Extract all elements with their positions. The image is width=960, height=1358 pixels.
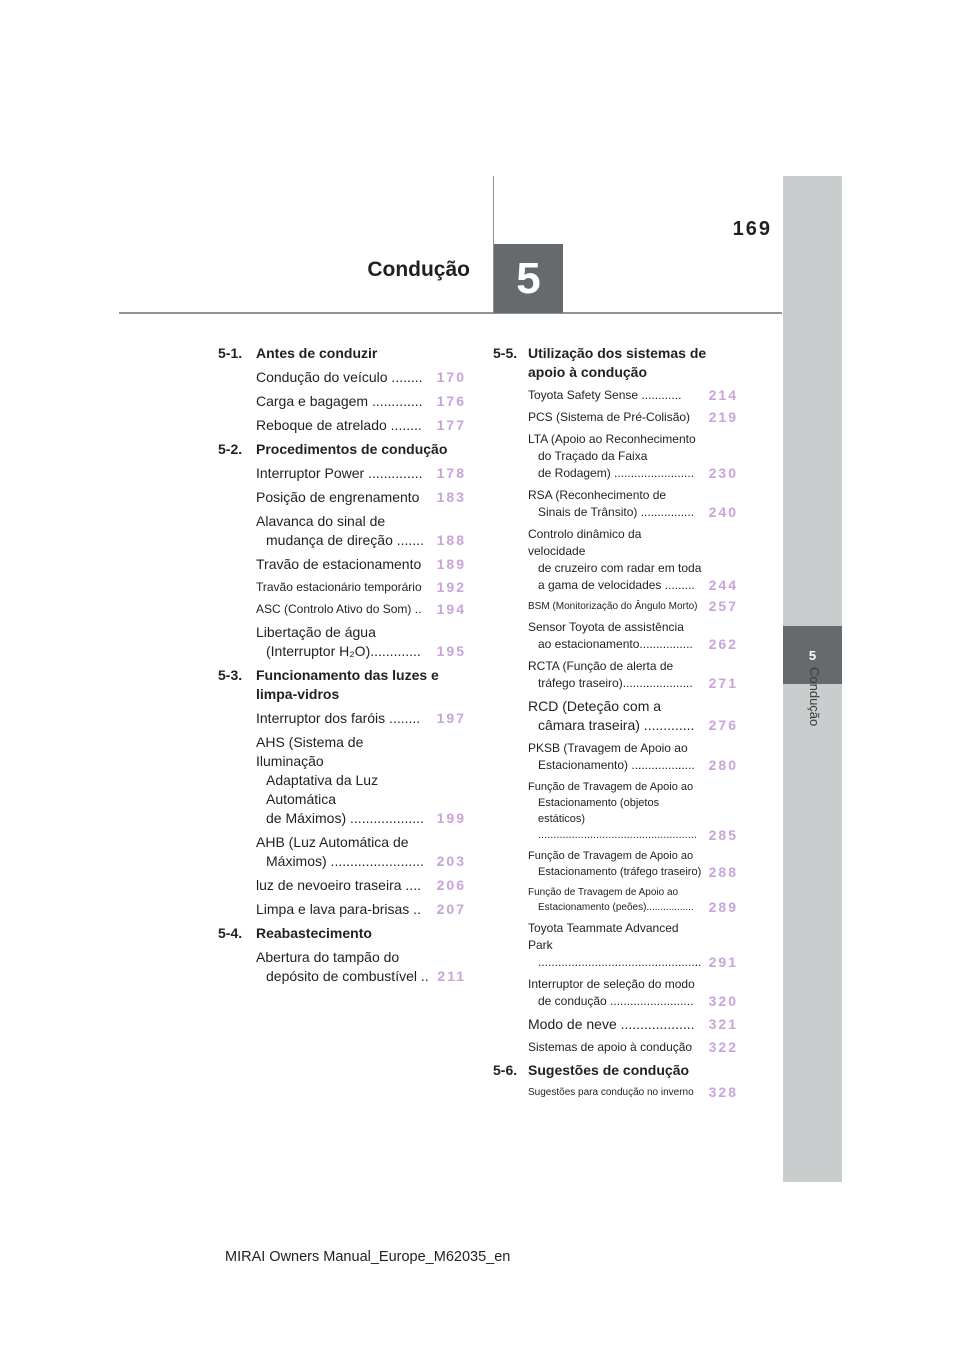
toc-page-link[interactable]: 271 [708,675,738,691]
toc-page-link[interactable]: 194 [436,601,466,617]
toc-page-link[interactable]: 320 [708,993,738,1009]
toc-entry-text: RSA (Reconhecimento de [528,488,667,502]
toc-entry[interactable] [256,579,466,596]
toc-page-link[interactable]: 178 [436,465,466,481]
page-number: 169 [732,218,772,240]
section-title: Sugestões de condução [528,1062,690,1078]
toc-entry-text: Alavanca do sinal de [256,513,386,529]
toc-page-link[interactable]: 240 [708,504,738,520]
toc-entry[interactable] [256,512,466,550]
toc-entry-text: Abertura do tampão do [256,949,400,965]
toc-entry-text: Função de Travagem de Apoio ao [528,887,679,898]
toc-page-link[interactable]: 257 [708,598,738,614]
toc-entry-text: Interruptor dos faróis ........ [256,710,421,726]
footer-manual-id: MIRAI Owners Manual_Europe_M62035_en [225,1249,511,1265]
toc-entry[interactable] [256,601,466,618]
toc-entry-text: Sinais de Trânsito) ................ [538,505,695,519]
toc-page-link[interactable]: 276 [708,717,738,733]
toc-entry-text: Função de Travagem de Apoio ao [528,850,694,862]
toc-entry[interactable] [256,948,466,986]
section-number: 5-2. [218,441,243,457]
toc-entry[interactable] [256,555,466,574]
toc-entry-text: mudança de direção ....... [266,532,424,548]
section-number: 5-5. [493,345,518,361]
toc-section-heading [218,440,466,459]
toc-page-link[interactable]: 199 [436,810,466,826]
toc-entry[interactable] [528,487,738,521]
toc-page-link[interactable]: 321 [708,1016,738,1032]
toc-entry-text: Modo de neve ................... [528,1016,695,1032]
toc-page-link[interactable]: 289 [708,899,738,915]
toc-entry-text: de Rodagem) ........................ [538,466,695,480]
section-number: 5-6. [493,1062,518,1078]
toc-entry-text: Controlo dinâmico da velocidade [528,527,642,558]
toc-entry[interactable] [528,779,738,843]
section-number: 5-4. [218,925,243,941]
section-title: Antes de conduzir [256,345,378,361]
toc-entry-text: Função de Travagem de Apoio ao [528,781,694,793]
section-title: Reabastecimento [256,925,372,941]
chapter-title: Condução [367,258,470,281]
toc-page-link[interactable]: 322 [708,1039,738,1055]
toc-entry-text: a gama de velocidades ......... [538,578,695,592]
toc-entry-text: AHB (Luz Automática de [256,834,409,850]
toc-entry-text: (Interruptor H₂O)............. [266,643,421,659]
toc-entry-text: tráfego traseiro)..................... [538,676,693,690]
sidebar-chapter-label: Condução [807,667,822,727]
toc-section-heading [218,666,466,704]
toc-entry-text: Sugestões para condução no inverno [528,1087,694,1098]
toc-page-link[interactable]: 203 [436,853,466,869]
toc-page-link[interactable]: 176 [436,393,466,409]
section-title: Funcionamento das luzes e limpa-vidros [256,667,439,702]
toc-entry[interactable] [256,733,466,828]
toc-entry[interactable] [528,658,738,692]
toc-entry-text: Carga e bagagem ............. [256,393,423,409]
toc-entry-text: Posição de engrenamento [256,489,420,505]
toc-entry[interactable] [256,368,466,387]
toc-entry[interactable] [528,697,738,735]
toc-entry-text: ................................................. [538,955,702,969]
toc-entry[interactable] [528,848,738,880]
toc-entry-text: Sensor Toyota de assistência [528,620,684,634]
toc-entry-text: ao estacionamento................ [538,637,693,651]
toc-entry-text: Condução do veículo ........ [256,369,423,385]
toc-entry-text: Travão estacionário temporário [256,580,422,594]
toc-entry-text: Adaptativa da Luz Automática [266,772,379,807]
toc-page-link[interactable]: 291 [708,954,738,970]
toc-entry[interactable] [256,709,466,728]
toc-page-link[interactable]: 288 [708,864,738,880]
toc-page-link[interactable]: 230 [708,465,738,481]
toc-entry-text: BSM (Monitorização do Ângulo Morto) [528,601,698,612]
toc-entry-text: de cruzeiro com radar em toda [538,561,702,575]
toc-entry-text: Reboque de atrelado ........ [256,417,422,433]
toc-page-link[interactable]: 197 [436,710,466,726]
toc-entry[interactable] [528,740,738,774]
toc-page-link[interactable]: 192 [436,579,466,595]
toc-entry[interactable] [256,392,466,411]
toc-entry[interactable] [528,1015,738,1034]
toc-entry[interactable] [528,619,738,653]
toc-entry-text: do Traçado da Faixa [538,449,648,463]
toc-section-heading [218,344,466,363]
toc-page-link[interactable]: 328 [708,1084,738,1100]
toc-entry-text: Toyota Teammate Advanced Park [528,921,679,952]
toc-entry[interactable] [528,431,738,482]
toc-page-link[interactable]: 206 [436,877,466,893]
toc-page-link[interactable]: 211 [437,968,466,984]
header-horizontal-rule [119,312,782,314]
toc-entry-text: Limpa e lava para-brisas .. [256,901,421,917]
toc-entry[interactable] [256,876,466,895]
toc-page-link[interactable]: 195 [436,643,466,659]
toc-entry[interactable] [528,387,738,404]
toc-entry-text: Libertação de água [256,624,376,640]
toc-entry[interactable] [256,900,466,919]
toc-entry-text: Máximos) ........................ [266,853,424,869]
toc-section-heading [493,1061,738,1080]
toc-page-link[interactable]: 219 [708,409,738,425]
toc-entry[interactable] [528,599,738,614]
toc-page-link[interactable]: 170 [436,369,466,385]
toc-page-link[interactable]: 189 [436,556,466,572]
toc-entry[interactable] [528,526,738,594]
toc-page-link[interactable]: 262 [708,636,738,652]
toc-entry-text: depósito de combustível .. [266,968,429,984]
toc-entry[interactable] [528,885,738,915]
section-number: 5-3. [218,667,243,683]
section-title: Procedimentos de condução [256,441,448,457]
toc-entry-text: .................................................... [538,829,697,841]
toc-entry-text: RCTA (Função de alerta de [528,659,674,673]
toc-entry-text: Interruptor de seleção do modo [528,977,695,991]
sidebar-chapter-number[interactable]: 5 [783,626,842,684]
toc-entry-text: de condução ......................... [538,994,694,1008]
section-number: 5-1. [218,345,243,361]
toc-entry-text: Sistemas de apoio à condução [528,1040,693,1054]
toc-entry[interactable] [256,623,466,661]
toc-entry-text: luz de nevoeiro traseira .... [256,877,421,893]
toc-section-heading [218,924,466,943]
toc-entry-text: Travão de estacionamento [256,556,422,572]
toc-left-column [218,344,466,991]
toc-entry-text: Toyota Safety Sense ............ [528,388,682,402]
toc-entry[interactable] [256,488,466,507]
toc-entry-text: de Máximos) ................... [266,810,424,826]
toc-entry[interactable] [256,464,466,483]
toc-entry-text: PCS (Sistema de Pré-Colisão) [528,410,691,424]
toc-entry[interactable] [528,1039,738,1056]
toc-page-link[interactable]: 177 [436,417,466,433]
toc-entry-text: PKSB (Travagem de Apoio ao [528,741,688,755]
toc-entry-text: AHS (Sistema de Iluminação [256,734,364,769]
section-title: Utilização dos sistemas de apoio à condução [528,345,707,380]
toc-entry[interactable] [528,409,738,426]
toc-entry[interactable] [256,833,466,871]
toc-entry-text: ASC (Controlo Ativo do Som) .. [256,602,422,616]
toc-page-link[interactable]: 280 [708,757,738,773]
toc-page-link[interactable]: 244 [708,577,738,593]
toc-entry[interactable] [528,920,738,971]
toc-entry[interactable] [528,1085,738,1100]
toc-page-link[interactable]: 207 [436,901,466,917]
toc-entry-text: câmara traseira) ............. [538,717,695,733]
toc-page-link[interactable]: 188 [436,532,466,548]
toc-entry-text: Estacionamento (objetos estáticos) [538,797,660,825]
toc-entry-text: Interruptor Power .............. [256,465,423,481]
toc-page-link[interactable]: 214 [708,387,738,403]
toc-entry-text: Estacionamento (tráfego traseiro) [538,866,702,878]
toc-section-heading [493,344,738,382]
toc-page-link[interactable]: 285 [708,827,738,843]
toc-entry-text: Estacionamento) ................... [538,758,695,772]
toc-entry-text: Estacionamento (peões)................. [538,902,694,913]
toc-entry[interactable] [256,416,466,435]
toc-right-column [493,344,738,1105]
toc-entry[interactable] [528,976,738,1010]
toc-page-link[interactable]: 183 [436,489,466,505]
chapter-number-badge: 5 [494,244,563,313]
toc-entry-text: RCD (Deteção com a [528,698,662,714]
toc-entry-text: LTA (Apoio ao Reconhecimento [528,432,696,446]
